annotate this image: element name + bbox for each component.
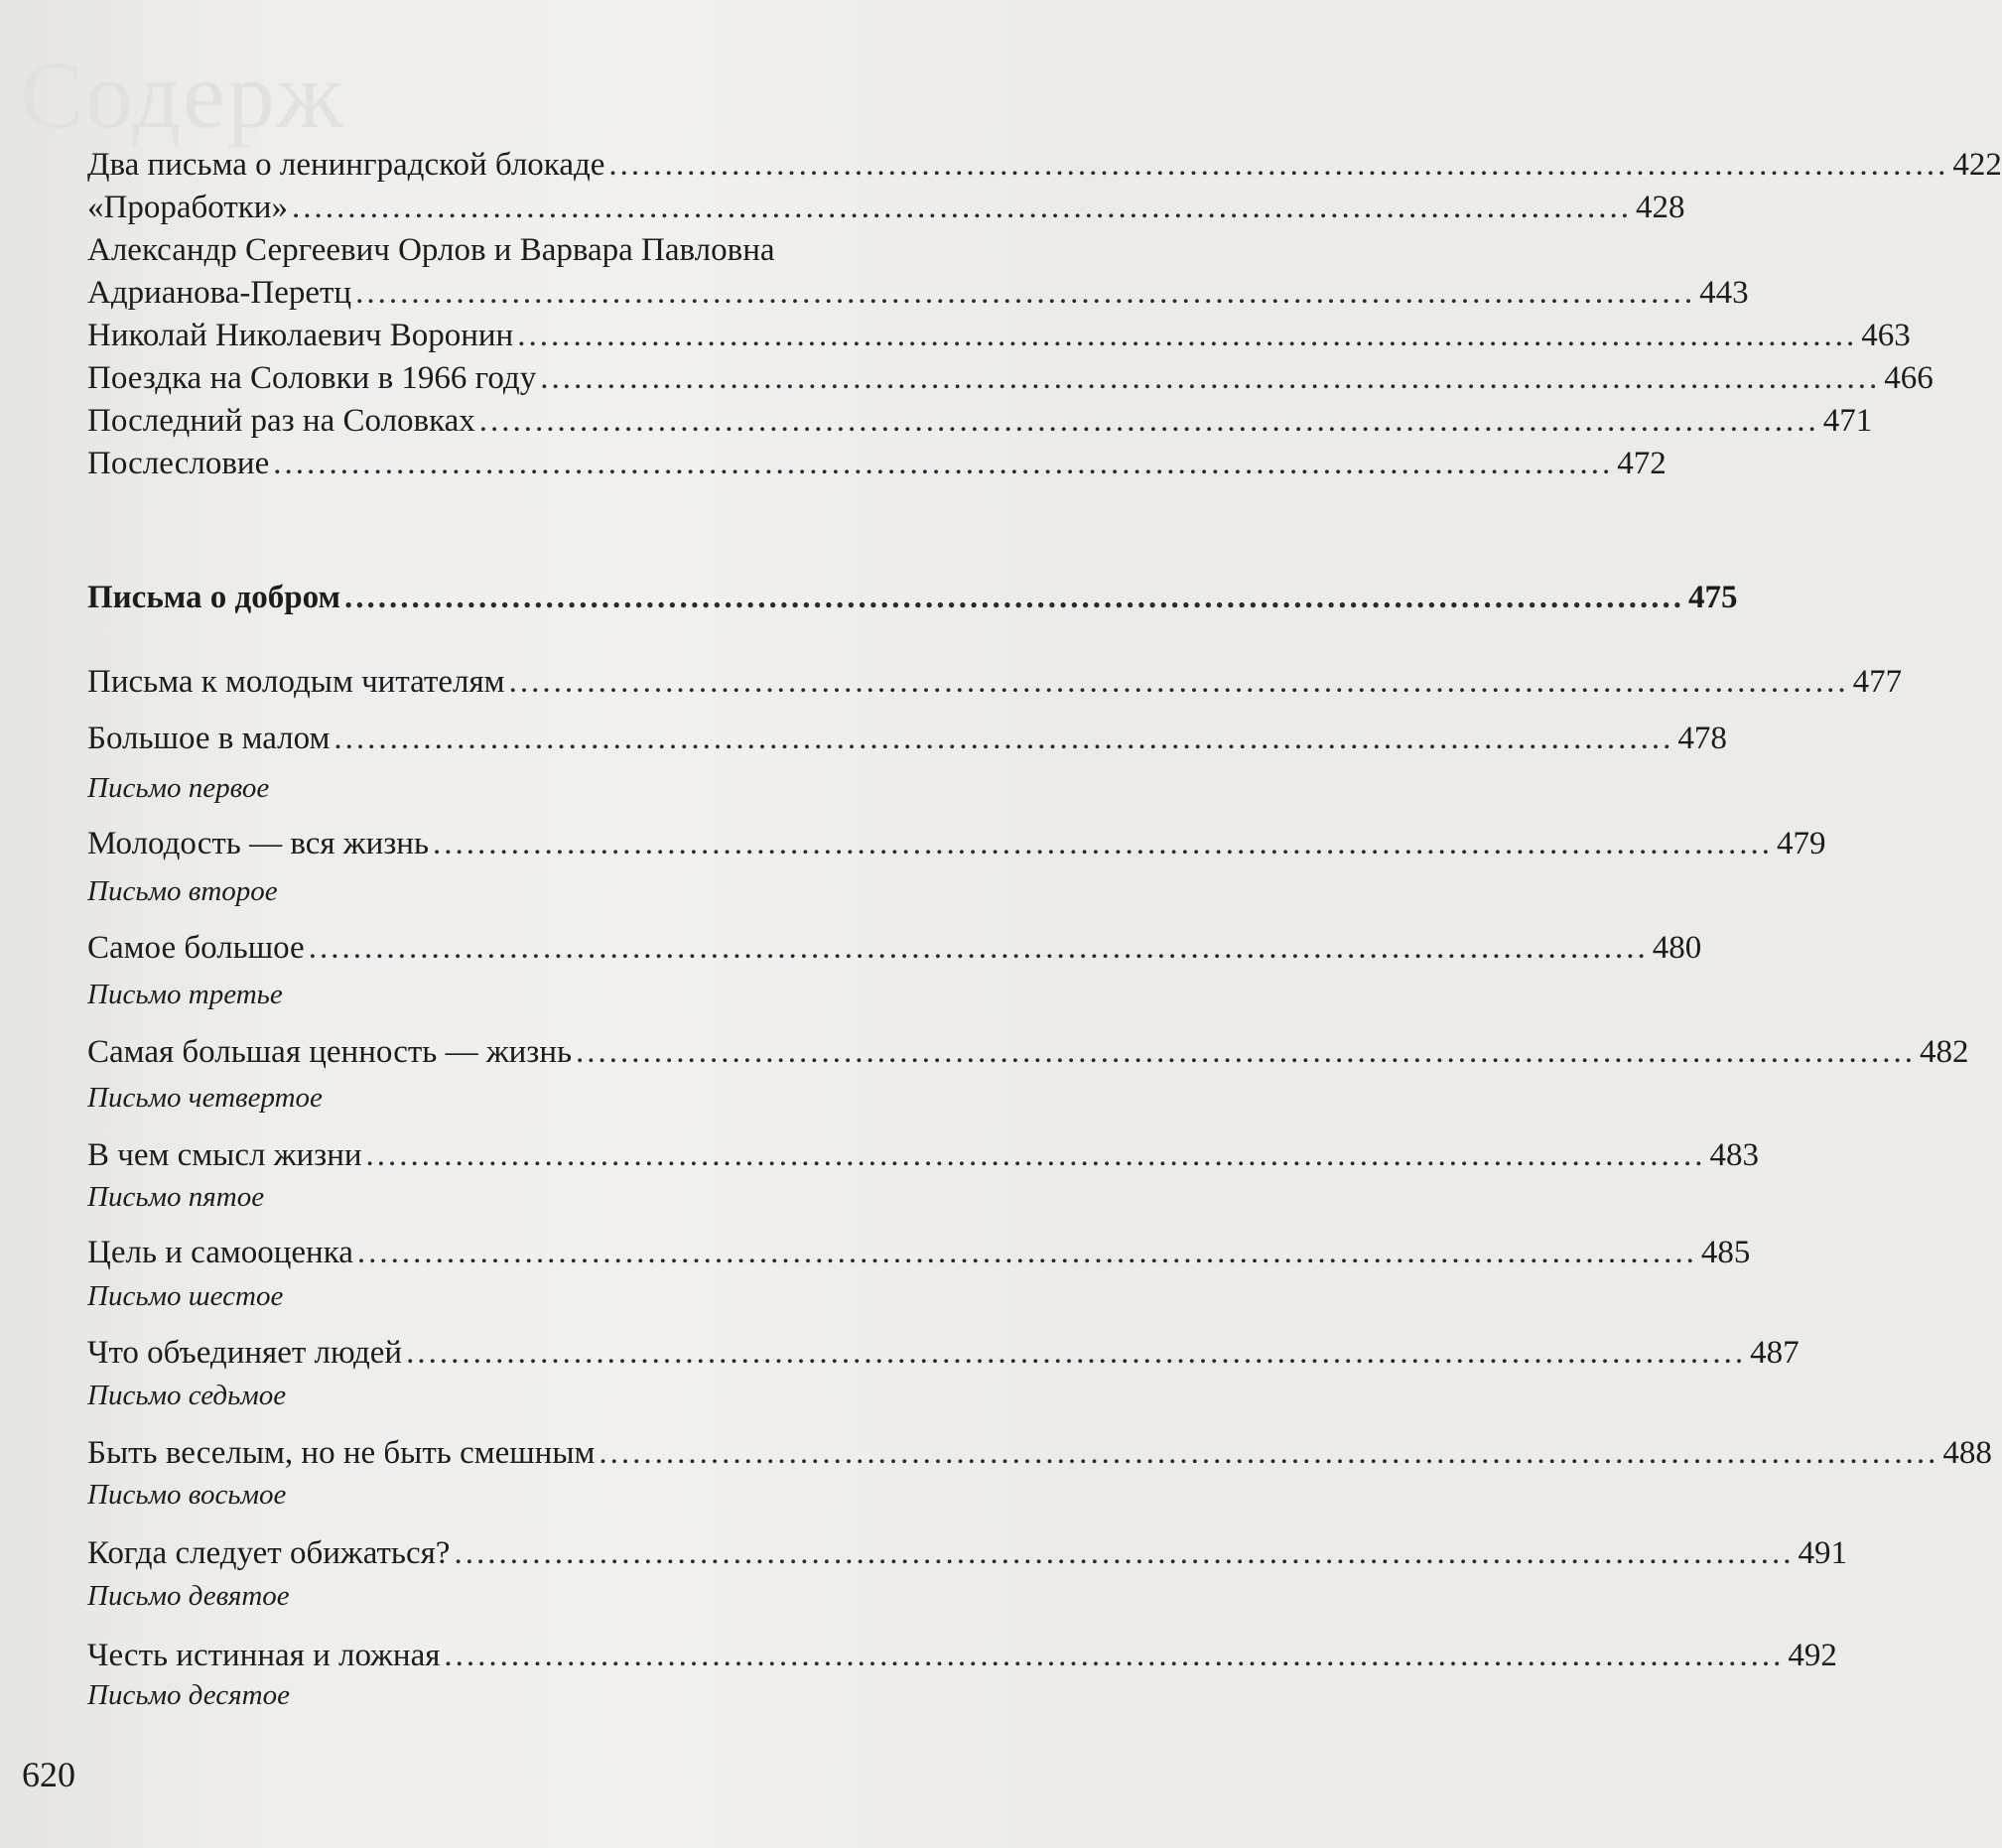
toc-entry-title: «Проработки» [87,190,288,225]
toc-entry [87,1636,1837,1675]
toc-entry-subtitle: Письмо седьмое [87,1380,287,1411]
toc-entry-page: 491 [1798,1535,1847,1571]
toc-entry [87,273,1749,313]
toc-entry [87,145,2002,185]
toc-entry-page: 466 [1884,360,1934,396]
toc-entry [87,1433,1992,1473]
toc-entry [87,662,1903,702]
toc-entry-title: Самая большая ценность — жизнь [87,1034,573,1070]
toc-entry [87,824,1826,863]
toc-entry-title: Последний раз на Соловках [87,403,475,439]
toc-entry-subtitle: Письмо четвертое [87,1082,323,1114]
toc-entry-page: 443 [1699,275,1749,311]
toc-entry-subtitle: Письмо третье [87,979,283,1010]
toc-entry-page: 485 [1700,1235,1751,1270]
toc-entry-title-line1: Александр Сергеевич Орлов и Варвара Павловна [87,232,775,268]
leader-dots: ........................................................................................................................ [517,318,1858,353]
toc-entry-page: 483 [1709,1137,1760,1173]
toc-entry [87,1533,1847,1573]
toc-entry-page: 487 [1750,1335,1800,1371]
toc-entry-page: 492 [1788,1638,1837,1673]
toc-entry-title: Когда следует обижаться? [87,1535,451,1571]
toc-entry-page: 478 [1677,721,1727,756]
toc-entry [87,401,1873,441]
toc-entry-title: Честь истинная и ложная [87,1638,441,1673]
toc-entry [87,1233,1751,1272]
leader-dots: ........................................................................................................................ [334,721,1674,756]
toc-entry-subtitle: Письмо восьмое [87,1479,287,1511]
toc-entry-title: Большое в малом [87,721,331,756]
toc-entry-page: 480 [1652,930,1702,966]
toc-entry-subtitle: Письмо пятое [87,1181,265,1213]
toc-entry [87,928,1702,968]
toc-entry-page: 477 [1852,664,1903,700]
toc-entry [87,316,1911,355]
leader-dots: ........................................................................................................................ [273,446,1614,481]
toc-entry-title: Что объединяет людей [87,1335,403,1371]
toc-entry [87,188,1685,227]
leader-dots: ........................................................................................................................ [540,360,1881,396]
leader-dots: ........................................................................................................................ [365,1137,1706,1173]
toc-entry-title: Самое большое [87,930,305,966]
leader-dots: ........................................................................................................................ [356,1235,1697,1270]
leader-dots: ........................................................................................................................ [444,1638,1785,1673]
toc-entry-title: Молодость — вся жизнь [87,826,430,861]
leader-dots: ........................................................................................................................ [478,403,1819,439]
page-number: 620 [22,1755,75,1794]
leader-dots: ........................................................................................................................ [343,580,1684,615]
leader-dots: ........................................................................................................................ [508,664,1849,700]
leader-dots: ........................................................................................................................ [608,147,1949,183]
toc-entry-page: 482 [1920,1034,1969,1070]
leader-dots: ........................................................................................................................ [355,275,1696,311]
toc-entry-title: Быть веселым, но не быть смешным [87,1435,596,1471]
toc-entry [87,358,1934,398]
toc-entry-page: 471 [1822,403,1873,439]
toc-entry-title: Адрианова-Перетц [87,275,352,311]
section-title: Письма о добром [87,580,340,615]
toc-entry-title: Поездка на Соловки в 1966 году [87,360,537,396]
leader-dots: ........................................................................................................................ [308,930,1649,966]
toc-entry-title: Николай Николаевич Воронин [87,318,514,353]
toc-entry-title: В чем смысл жизни [87,1137,362,1173]
toc-entry-subtitle: Письмо десятое [87,1679,290,1711]
toc-entry-title: Письма к молодым читателям [87,664,505,700]
section-page: 475 [1687,580,1738,615]
leader-dots: ........................................................................................................................ [454,1535,1795,1571]
toc-entry-page: 463 [1861,318,1911,353]
leader-dots: ........................................................................................................................ [433,826,1774,861]
toc-entry-subtitle: Письмо шестое [87,1280,284,1312]
toc-entry-page: 488 [1942,1435,1992,1471]
toc-entry-title: Послесловие [87,446,270,481]
toc-entry-subtitle: Письмо второе [87,875,278,907]
toc-entry-page: 472 [1617,446,1667,481]
toc-entry-page: 479 [1777,826,1826,861]
bleed-through-heading: Содерж [20,42,345,148]
toc-entry-title: Цель и самооценка [87,1235,353,1270]
toc-entry-title: Два письма о ленинградской блокаде [87,147,605,183]
toc-entry [87,1135,1760,1175]
toc-entry [87,1032,1969,1072]
toc-entry [87,719,1727,758]
toc-entry-subtitle: Письмо девятое [87,1580,290,1612]
leader-dots: ........................................................................................................................ [291,190,1632,225]
leader-dots: ........................................................................................................................ [406,1335,1747,1371]
toc-entry [87,1333,1800,1373]
toc-entry-subtitle: Письмо первое [87,772,270,804]
toc-entry-page: 428 [1635,190,1685,225]
toc-entry-page: 422 [1952,147,2002,183]
leader-dots: ........................................................................................................................ [599,1435,1939,1471]
leader-dots: ........................................................................................................................ [576,1034,1917,1070]
toc-section-heading [87,578,1738,617]
toc-entry [87,444,1667,483]
